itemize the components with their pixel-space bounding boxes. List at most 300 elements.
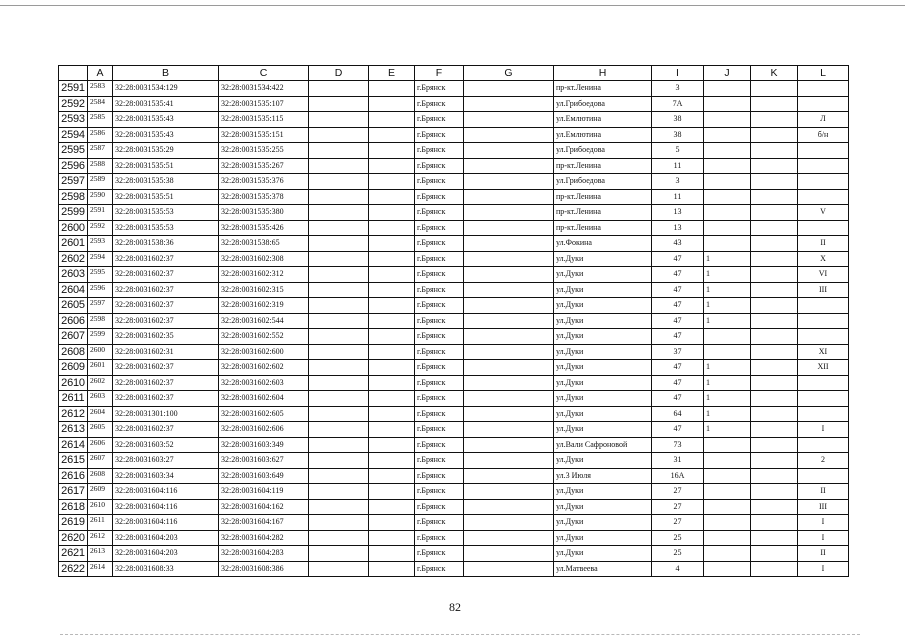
row-number-cell: 2600	[59, 220, 88, 236]
cell-c: 32:28:0031604:282	[219, 530, 309, 546]
cell-i: 38	[652, 127, 704, 143]
cell-g	[464, 143, 554, 159]
cell-h: ул.Дуки	[554, 282, 652, 298]
cell-k	[751, 313, 798, 329]
cell-l	[798, 437, 849, 453]
cell-k	[751, 468, 798, 484]
cell-h: ул.Дуки	[554, 515, 652, 531]
cell-g	[464, 515, 554, 531]
cell-j: 1	[704, 282, 751, 298]
cell-d	[309, 329, 369, 345]
cell-j	[704, 158, 751, 174]
cell-c: 32:28:0031604:167	[219, 515, 309, 531]
cell-d	[309, 251, 369, 267]
cell-k	[751, 561, 798, 577]
cell-e	[369, 158, 415, 174]
cell-d	[309, 220, 369, 236]
cell-h: ул.Дуки	[554, 329, 652, 345]
cell-h: ул.Дуки	[554, 422, 652, 438]
row-number-cell: 2606	[59, 313, 88, 329]
cell-d	[309, 205, 369, 221]
cell-e	[369, 422, 415, 438]
cell-c: 32:28:0031603:649	[219, 468, 309, 484]
cell-b: 32:28:0031602:37	[113, 313, 219, 329]
cell-k	[751, 546, 798, 562]
cell-c: 32:28:0031535:426	[219, 220, 309, 236]
cell-g	[464, 205, 554, 221]
cell-i: 47	[652, 282, 704, 298]
cell-e	[369, 546, 415, 562]
cell-k	[751, 96, 798, 112]
cell-e	[369, 499, 415, 515]
cell-a: 2585	[88, 112, 113, 128]
cell-j	[704, 329, 751, 345]
cell-c: 32:28:0031535:151	[219, 127, 309, 143]
cell-i: 47	[652, 267, 704, 283]
cell-c: 32:28:0031534:422	[219, 81, 309, 97]
cell-l	[798, 313, 849, 329]
cell-h: ул.Дуки	[554, 298, 652, 314]
cell-a: 2603	[88, 391, 113, 407]
table-row	[59, 344, 849, 360]
cell-k	[751, 189, 798, 205]
cell-l: III	[798, 499, 849, 515]
cell-k	[751, 329, 798, 345]
table-row	[59, 546, 849, 562]
cell-d	[309, 81, 369, 97]
cell-l: VI	[798, 267, 849, 283]
column-header-i: I	[652, 66, 704, 81]
cell-f: г.Брянск	[415, 236, 464, 252]
cell-b: 32:28:0031301:100	[113, 406, 219, 422]
cell-i: 47	[652, 251, 704, 267]
cell-h: ул.Дуки	[554, 267, 652, 283]
cell-k	[751, 530, 798, 546]
cell-b: 32:28:0031602:37	[113, 298, 219, 314]
cell-f: г.Брянск	[415, 96, 464, 112]
cell-e	[369, 282, 415, 298]
table-row	[59, 453, 849, 469]
top-rule	[0, 5, 905, 6]
cell-c: 32:28:0031602:312	[219, 267, 309, 283]
cell-e	[369, 453, 415, 469]
cell-l	[798, 406, 849, 422]
cell-e	[369, 468, 415, 484]
cell-l	[798, 174, 849, 190]
cell-f: г.Брянск	[415, 205, 464, 221]
cell-e	[369, 267, 415, 283]
cell-f: г.Брянск	[415, 282, 464, 298]
cell-j	[704, 189, 751, 205]
cell-i: 47	[652, 298, 704, 314]
cell-k	[751, 484, 798, 500]
cell-h: ул.Дуки	[554, 391, 652, 407]
bottom-rule	[60, 634, 860, 635]
table-row	[59, 205, 849, 221]
table-row	[59, 313, 849, 329]
cell-k	[751, 158, 798, 174]
cell-b: 32:28:0031535:29	[113, 143, 219, 159]
cell-i: 27	[652, 499, 704, 515]
cell-f: г.Брянск	[415, 251, 464, 267]
cell-e	[369, 344, 415, 360]
cell-l	[798, 329, 849, 345]
table-row	[59, 360, 849, 376]
cell-l: XI	[798, 344, 849, 360]
cell-d	[309, 484, 369, 500]
row-number-cell: 2615	[59, 453, 88, 469]
row-number-cell: 2609	[59, 360, 88, 376]
cell-g	[464, 391, 554, 407]
cell-a: 2594	[88, 251, 113, 267]
cell-h: пр-кт.Ленина	[554, 81, 652, 97]
cell-j	[704, 468, 751, 484]
table-row	[59, 515, 849, 531]
cell-i: 7А	[652, 96, 704, 112]
cell-f: г.Брянск	[415, 329, 464, 345]
cell-e	[369, 360, 415, 376]
cell-c: 32:28:0031603:349	[219, 437, 309, 453]
cell-d	[309, 375, 369, 391]
cell-j: 1	[704, 360, 751, 376]
row-number-cell: 2622	[59, 561, 88, 577]
cell-b: 32:28:0031602:37	[113, 375, 219, 391]
cell-c: 32:28:0031604:283	[219, 546, 309, 562]
cell-j	[704, 344, 751, 360]
cell-d	[309, 112, 369, 128]
row-number-cell: 2618	[59, 499, 88, 515]
cell-e	[369, 561, 415, 577]
cell-l	[798, 189, 849, 205]
cell-a: 2613	[88, 546, 113, 562]
cell-e	[369, 329, 415, 345]
cell-e	[369, 220, 415, 236]
cell-f: г.Брянск	[415, 437, 464, 453]
cell-e	[369, 143, 415, 159]
cell-f: г.Брянск	[415, 406, 464, 422]
cell-l	[798, 96, 849, 112]
cell-b: 32:28:0031604:116	[113, 515, 219, 531]
cell-h: ул.Дуки	[554, 499, 652, 515]
cell-a: 2588	[88, 158, 113, 174]
row-number-cell: 2594	[59, 127, 88, 143]
cell-i: 47	[652, 391, 704, 407]
column-header-a: A	[88, 66, 113, 81]
header-row	[59, 66, 849, 81]
cell-l	[798, 81, 849, 97]
cell-b: 32:28:0031535:38	[113, 174, 219, 190]
cell-i: 47	[652, 313, 704, 329]
cell-d	[309, 468, 369, 484]
cell-c: 32:28:0031604:162	[219, 499, 309, 515]
cell-k	[751, 375, 798, 391]
table-row	[59, 329, 849, 345]
cell-d	[309, 437, 369, 453]
cell-d	[309, 561, 369, 577]
cell-j: 1	[704, 298, 751, 314]
cell-h: ул.Дуки	[554, 530, 652, 546]
cell-b: 32:28:0031535:53	[113, 220, 219, 236]
cell-c: 32:28:0031602:552	[219, 329, 309, 345]
cell-i: 47	[652, 422, 704, 438]
cell-a: 2604	[88, 406, 113, 422]
cell-j	[704, 546, 751, 562]
cell-f: г.Брянск	[415, 468, 464, 484]
cell-a: 2586	[88, 127, 113, 143]
cell-j	[704, 127, 751, 143]
column-header-corner	[59, 66, 88, 81]
cell-l: I	[798, 561, 849, 577]
row-number-cell: 2611	[59, 391, 88, 407]
cell-d	[309, 96, 369, 112]
cell-k	[751, 251, 798, 267]
cell-g	[464, 220, 554, 236]
cell-f: г.Брянск	[415, 313, 464, 329]
row-number-cell: 2620	[59, 530, 88, 546]
cell-j: 1	[704, 313, 751, 329]
cell-f: г.Брянск	[415, 189, 464, 205]
column-header-c: C	[219, 66, 309, 81]
cell-g	[464, 189, 554, 205]
cell-j	[704, 530, 751, 546]
cell-b: 32:28:0031603:34	[113, 468, 219, 484]
cell-c: 32:28:0031602:315	[219, 282, 309, 298]
cell-h: ул.Фокина	[554, 236, 652, 252]
row-number-cell: 2613	[59, 422, 88, 438]
cell-i: 73	[652, 437, 704, 453]
cell-c: 32:28:0031602:544	[219, 313, 309, 329]
cell-k	[751, 499, 798, 515]
cell-j	[704, 143, 751, 159]
table-row	[59, 406, 849, 422]
cell-c: 32:28:0031538:65	[219, 236, 309, 252]
cell-l	[798, 158, 849, 174]
cell-b: 32:28:0031535:43	[113, 127, 219, 143]
cell-j	[704, 515, 751, 531]
cell-a: 2602	[88, 375, 113, 391]
cell-d	[309, 546, 369, 562]
cell-d	[309, 189, 369, 205]
column-header-b: B	[113, 66, 219, 81]
cell-f: г.Брянск	[415, 344, 464, 360]
cell-b: 32:28:0031604:203	[113, 546, 219, 562]
cell-a: 2601	[88, 360, 113, 376]
cell-c: 32:28:0031602:602	[219, 360, 309, 376]
row-number-cell: 2598	[59, 189, 88, 205]
table-row	[59, 422, 849, 438]
cell-k	[751, 422, 798, 438]
cell-a: 2614	[88, 561, 113, 577]
cell-g	[464, 468, 554, 484]
cell-k	[751, 282, 798, 298]
cell-b: 32:28:0031535:43	[113, 112, 219, 128]
cell-h: ул.3 Июля	[554, 468, 652, 484]
cell-l: V	[798, 205, 849, 221]
cell-a: 2607	[88, 453, 113, 469]
cell-e	[369, 298, 415, 314]
cell-c: 32:28:0031608:386	[219, 561, 309, 577]
cell-l: 2	[798, 453, 849, 469]
row-number-cell: 2596	[59, 158, 88, 174]
cell-g	[464, 298, 554, 314]
cell-d	[309, 236, 369, 252]
cell-f: г.Брянск	[415, 174, 464, 190]
cell-e	[369, 484, 415, 500]
cell-f: г.Брянск	[415, 360, 464, 376]
cell-k	[751, 267, 798, 283]
cell-g	[464, 344, 554, 360]
table-row	[59, 484, 849, 500]
row-number-cell: 2592	[59, 96, 88, 112]
cell-a: 2599	[88, 329, 113, 345]
cell-g	[464, 112, 554, 128]
table-row	[59, 143, 849, 159]
cell-g	[464, 437, 554, 453]
table-row	[59, 96, 849, 112]
cell-h: ул.Емлютина	[554, 112, 652, 128]
cell-i: 47	[652, 360, 704, 376]
cell-h: пр-кт.Ленина	[554, 205, 652, 221]
cell-h: ул.Дуки	[554, 546, 652, 562]
row-number-cell: 2607	[59, 329, 88, 345]
cell-d	[309, 499, 369, 515]
table-row	[59, 158, 849, 174]
cell-g	[464, 158, 554, 174]
cell-i: 47	[652, 329, 704, 345]
cell-e	[369, 375, 415, 391]
column-header-d: D	[309, 66, 369, 81]
cell-h: ул.Дуки	[554, 406, 652, 422]
cell-c: 32:28:0031602:319	[219, 298, 309, 314]
table-row	[59, 499, 849, 515]
cell-b: 32:28:0031602:37	[113, 282, 219, 298]
cell-c: 32:28:0031535:380	[219, 205, 309, 221]
cell-b: 32:28:0031602:37	[113, 360, 219, 376]
cell-g	[464, 484, 554, 500]
cell-a: 2596	[88, 282, 113, 298]
cell-f: г.Брянск	[415, 546, 464, 562]
cell-b: 32:28:0031602:37	[113, 422, 219, 438]
cell-b: 32:28:0031602:37	[113, 267, 219, 283]
cell-d	[309, 313, 369, 329]
cell-h: ул.Дуки	[554, 360, 652, 376]
cell-g	[464, 453, 554, 469]
cell-a: 2590	[88, 189, 113, 205]
cell-i: 27	[652, 484, 704, 500]
cell-k	[751, 360, 798, 376]
cell-k	[751, 143, 798, 159]
cell-i: 37	[652, 344, 704, 360]
cell-b: 32:28:0031604:116	[113, 484, 219, 500]
cell-l: II	[798, 484, 849, 500]
cell-e	[369, 127, 415, 143]
cell-b: 32:28:0031535:41	[113, 96, 219, 112]
cell-i: 27	[652, 515, 704, 531]
cell-f: г.Брянск	[415, 267, 464, 283]
cell-i: 25	[652, 530, 704, 546]
column-header-f: F	[415, 66, 464, 81]
row-number-cell: 2601	[59, 236, 88, 252]
row-number-cell: 2610	[59, 375, 88, 391]
cell-d	[309, 344, 369, 360]
cell-f: г.Брянск	[415, 453, 464, 469]
cell-c: 32:28:0031602:603	[219, 375, 309, 391]
cell-a: 2583	[88, 81, 113, 97]
cell-h: ул.Грибоедова	[554, 174, 652, 190]
cell-h: ул.Дуки	[554, 453, 652, 469]
cell-d	[309, 453, 369, 469]
cell-i: 43	[652, 236, 704, 252]
cell-f: г.Брянск	[415, 499, 464, 515]
cell-f: г.Брянск	[415, 375, 464, 391]
cell-j: 1	[704, 267, 751, 283]
table-row	[59, 236, 849, 252]
cell-d	[309, 158, 369, 174]
cell-h: ул.Вали Сафроновой	[554, 437, 652, 453]
cell-g	[464, 375, 554, 391]
cell-k	[751, 174, 798, 190]
cell-d	[309, 422, 369, 438]
table-row	[59, 127, 849, 143]
cell-c: 32:28:0031535:267	[219, 158, 309, 174]
cell-c: 32:28:0031535:107	[219, 96, 309, 112]
cell-l: XII	[798, 360, 849, 376]
cell-h: ул.Дуки	[554, 313, 652, 329]
cell-d	[309, 298, 369, 314]
cell-a: 2591	[88, 205, 113, 221]
table-row	[59, 282, 849, 298]
cell-a: 2608	[88, 468, 113, 484]
cell-g	[464, 329, 554, 345]
cell-i: 3	[652, 81, 704, 97]
cell-e	[369, 530, 415, 546]
cell-k	[751, 298, 798, 314]
cell-e	[369, 189, 415, 205]
cell-j	[704, 81, 751, 97]
cell-e	[369, 112, 415, 128]
row-number-cell: 2614	[59, 437, 88, 453]
cell-k	[751, 236, 798, 252]
table-row	[59, 530, 849, 546]
cell-i: 13	[652, 220, 704, 236]
cell-a: 2600	[88, 344, 113, 360]
table-row	[59, 298, 849, 314]
cell-l	[798, 298, 849, 314]
cell-c: 32:28:0031603:627	[219, 453, 309, 469]
cell-i: 11	[652, 158, 704, 174]
cell-e	[369, 205, 415, 221]
cell-a: 2592	[88, 220, 113, 236]
cell-f: г.Брянск	[415, 422, 464, 438]
cell-h: ул.Дуки	[554, 344, 652, 360]
cell-f: г.Брянск	[415, 158, 464, 174]
row-number-cell: 2608	[59, 344, 88, 360]
table-row	[59, 251, 849, 267]
cell-i: 31	[652, 453, 704, 469]
cell-l: X	[798, 251, 849, 267]
cell-l: I	[798, 515, 849, 531]
cell-h: ул.Дуки	[554, 375, 652, 391]
row-number-cell: 2619	[59, 515, 88, 531]
cell-g	[464, 127, 554, 143]
cell-l: Л	[798, 112, 849, 128]
cell-i: 38	[652, 112, 704, 128]
cell-a: 2589	[88, 174, 113, 190]
cell-k	[751, 81, 798, 97]
cell-e	[369, 437, 415, 453]
cell-j	[704, 484, 751, 500]
cell-a: 2605	[88, 422, 113, 438]
